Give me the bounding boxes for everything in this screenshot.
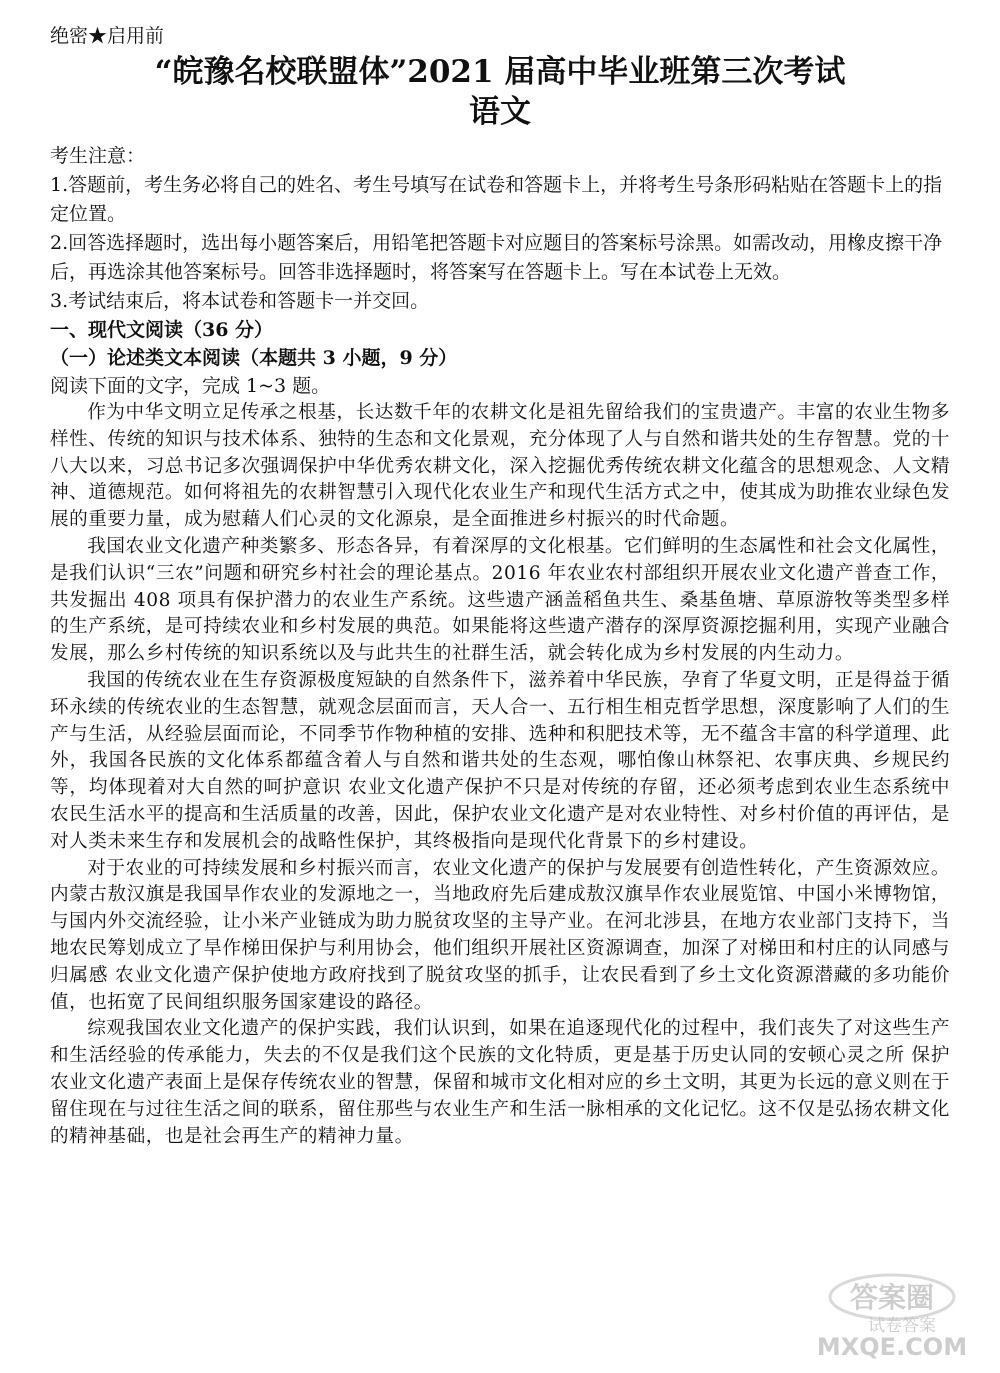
notice-heading: 考生注意： xyxy=(50,145,146,167)
passage-paragraph: 我国的传统农业在生存资源极度短缺的自然条件下，滋养着中华民族，孕育了华夏文明，正是得益于循环永续的传统农业的生态智慧，就观念层面而言，天人合一、五行相生相克哲学思想，深度影响了人们的生产与生活，从经验层面而论，不同季节作物种植的安排、选种和积肥技术等，无不蕴含丰富的科学道理、此外，我国各民族的文化体系都蕴含着人与自然和谐共处的生态观，哪怕像山林祭祀、农事庆典、乡规民约等，均体现着对大自然的呵护意识 农业文化遗产保护不只是对传统的存留，还必须考虑到农业生态系统中农民生活水平的提高和生活质量的改善，因此，保护农业文化遗产是对农业特性、对乡村价值的再评估，是对人类未来生存和发展机会的战略性保护，其终极指向是现代化背景下的乡村建设。 xyxy=(50,669,950,852)
section-subheading: （一）论述类文本阅读（本题共 3 小题，9 分） xyxy=(50,347,458,369)
notice-item: 3.考试结束后，将本试卷和答题卡一并交回。 xyxy=(50,290,430,312)
reading-instruction: 阅读下面的文字，完成 1~3 题。 xyxy=(50,375,331,397)
notice-item: 2.回答选择题时，选出每小题答案后，用铅笔把答题卡对应题目的答案标号涂黑。如需改动，用橡皮擦干净后，再选涂其他答案标号。回答非选择题时，将答案写在答题卡上。写在本试卷上无效。 xyxy=(50,232,943,283)
passage-paragraph: 综观我国农业文化遗产的保护实践，我们认识到，如果在追逐现代化的过程中，我们丧失了对这些生产和生活经验的传承能力，失去的不仅是我们这个民族的文化特质，更是基于历史认同的安顿心灵之所 保护农业文化遗产表面上是保存传统农业的智慧，保留和城市文化相对应的乡土文明，其更为长远的意义则在于留住现在与过往生活之间的联系，留住那些与农业生产和生活一脉相承的文化记忆。这不仅是弘扬农耕文化的精神基础，也是社会再生产的精神力量。 xyxy=(50,1018,950,1147)
watermark-logo xyxy=(782,1269,972,1359)
watermark-middle-text: 试卷答案 xyxy=(868,1316,936,1336)
passage-paragraph: 对于农业的可持续发展和乡村振兴而言，农业文化遗产的保护与发展要有创造性转化，产生资源效应。内蒙古敖汉旗是我国旱作农业的发源地之一，当地政府先后建成敖汉旗旱作农业展览馆、中国小米博物馆，与国内外交流经验，让小米产业链成为助力脱贫攻坚的主导产业。在河北涉县，在地方农业部门支持下，当地农民筹划成立了旱作梯田保护与利用协会，他们组织开展社区资源调查，加深了对梯田和村庄的认同感与归属感 农业文化遗产保护使地方政府找到了脱贫攻坚的抓手，让农民看到了乡土文化资源潜藏的多功能价值，也拓宽了民间组织服务国家建设的路径。 xyxy=(50,857,950,1013)
reading-passage xyxy=(50,400,950,1150)
passage-paragraph: 我国农业文化遗产种类繁多、形态各异，有着深厚的文化根基。它们鲜明的生态属性和社会文化属性，是我们认识“三农”问题和研究乡村社会的理论基点。2016 年农业农村部组织开展农业文化遗产普查工作，共发掘出 408 项具有保护潜力的农业生产系统。这些遗产涵盖稻鱼共生、桑基鱼塘、草原游牧等类型多样的生产系统，是可持续农业和乡村发展的典范。如果能将这些遗产潜存的深厚资源挖掘利用，实现产业融合发展，那么乡村传统的知识系统以及与此共生的社群生活，就会转化成为乡村发展的内生动力。 xyxy=(50,535,950,665)
exam-page xyxy=(50,22,950,1150)
subject-title: 语文 xyxy=(469,94,531,130)
watermark-top-text: 答案圈 xyxy=(849,1281,935,1314)
confidential-label: 绝密★启用前 xyxy=(50,25,165,47)
exam-title: “皖豫名校联盟体”2021 届高中毕业班第三次考试 xyxy=(154,54,846,90)
candidate-notice xyxy=(50,142,950,316)
section-heading: 一、现代文阅读（36 分） xyxy=(50,319,274,341)
watermark-bottom-text: MXQE.COM xyxy=(816,1333,968,1359)
passage-paragraph: 作为中华文明立足传承之根基，长达数千年的农耕文化是祖先留给我们的宝贵遗产。丰富的农业生物多样性、传统的知识与技术体系、独特的生态和文化景观，充分体现了人与自然和谐共处的生存智慧。党的十八大以来，习总书记多次强调保护中华优秀农耕文化，深入挖掘优秀传统农耕文化蕴含的思想观念、人文精神、道德规范。如何将祖先的农耕智慧引入现代化农业生产和现代生活方式之中，使其成为助推农业绿色发展的重要力量，成为慰藉人们心灵的文化源泉，是全面推进乡村振兴的时代命题。 xyxy=(50,402,950,531)
notice-item: 1.答题前，考生务必将自己的姓名、考生号填写在试卷和答题卡上，并将考生号条形码粘贴在答题卡上的指定位置。 xyxy=(50,174,943,225)
